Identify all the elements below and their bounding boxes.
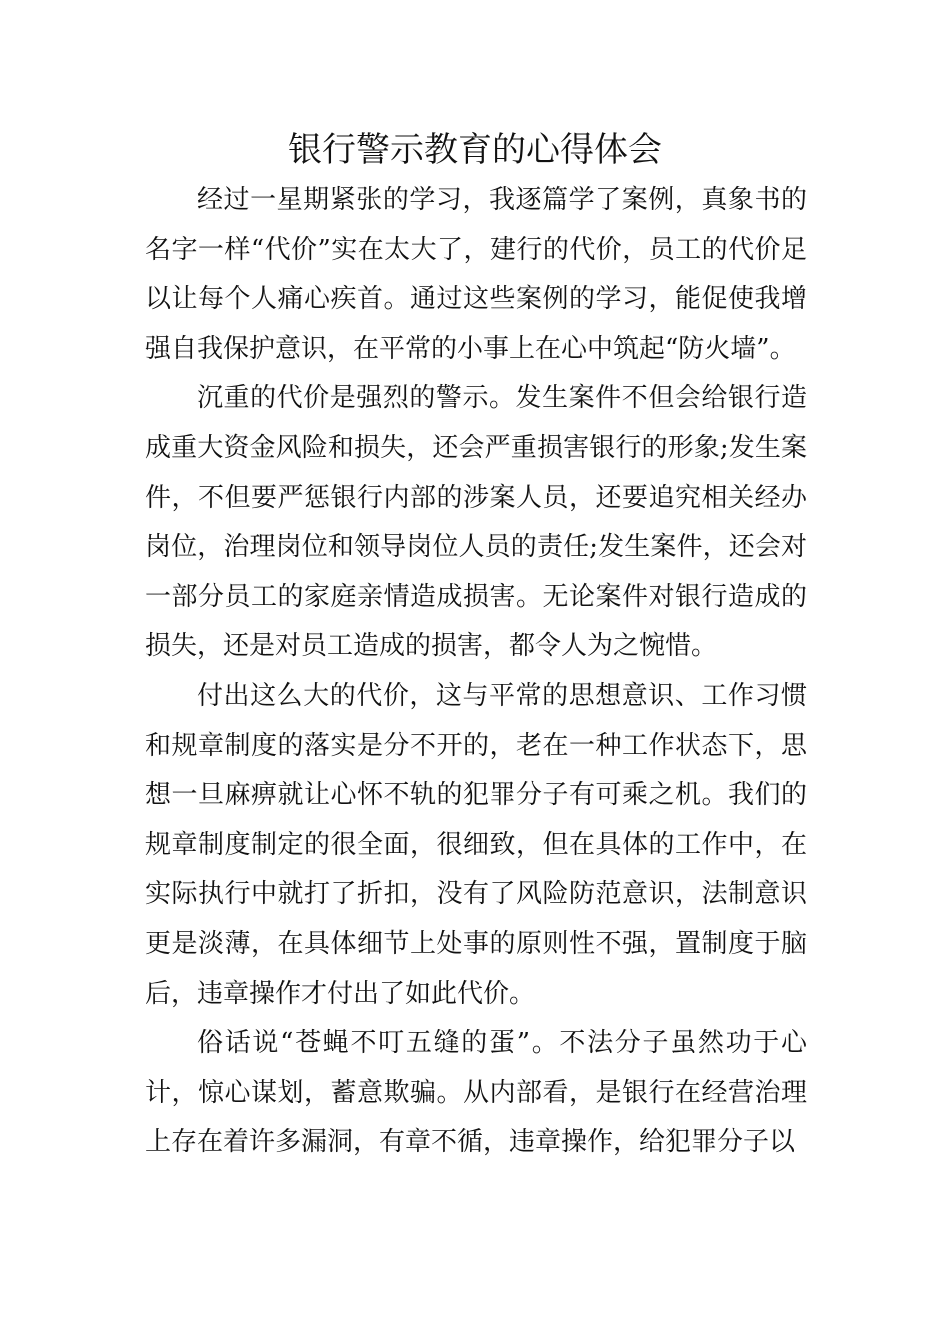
document-title: 银行警示教育的心得体会 [288,130,662,170]
document-body [145,176,807,1168]
paragraph: 付出这么大的代价，这与平常的思想意识、工作习惯和规章制度的落实是分不开的，老在一种工作状态下，思想一旦麻痹就让心怀不轨的犯罪分子有可乘之机。我们的规章制度制定的很全面，很细致，但在具体的工作中，在实际执行中就打了折扣，没有了风险防范意识，法制意识更是淡薄，在具体细节上处事的原则性不强，置制度于脑后，违章操作才付出了如此代价。 [145,680,807,1009]
paragraph: 经过一星期紧张的学习，我逐篇学了案例，真象书的名字一样“代价”实在太大了，建行的代价，员工的代价足以让每个人痛心疾首。通过这些案例的学习，能促使我增强自我保护意识，在平常的小事上在心中筑起“防火墙”。 [145,185,807,364]
paragraph: 俗话说“苍蝇不叮五缝的蛋”。不法分子虽然功于心计，惊心谋划，蓄意欺骗。从内部看，是银行在经营治理上存在着许多漏洞，有章不循，违章操作，给犯罪分子以 [145,1028,807,1158]
paragraph: 沉重的代价是强烈的警示。发生案件不但会给银行造成重大资金风险和损失，还会严重损害银行的形象;发生案件，不但要严惩银行内部的涉案人员，还要追究相关经办岗位，治理岗位和领导岗位人员的责任;发生案件，还会对一部分员工的家庭亲情造成损害。无论案件对银行造成的损失，还是对员工造成的损害，都令人为之惋惜。 [145,383,807,662]
